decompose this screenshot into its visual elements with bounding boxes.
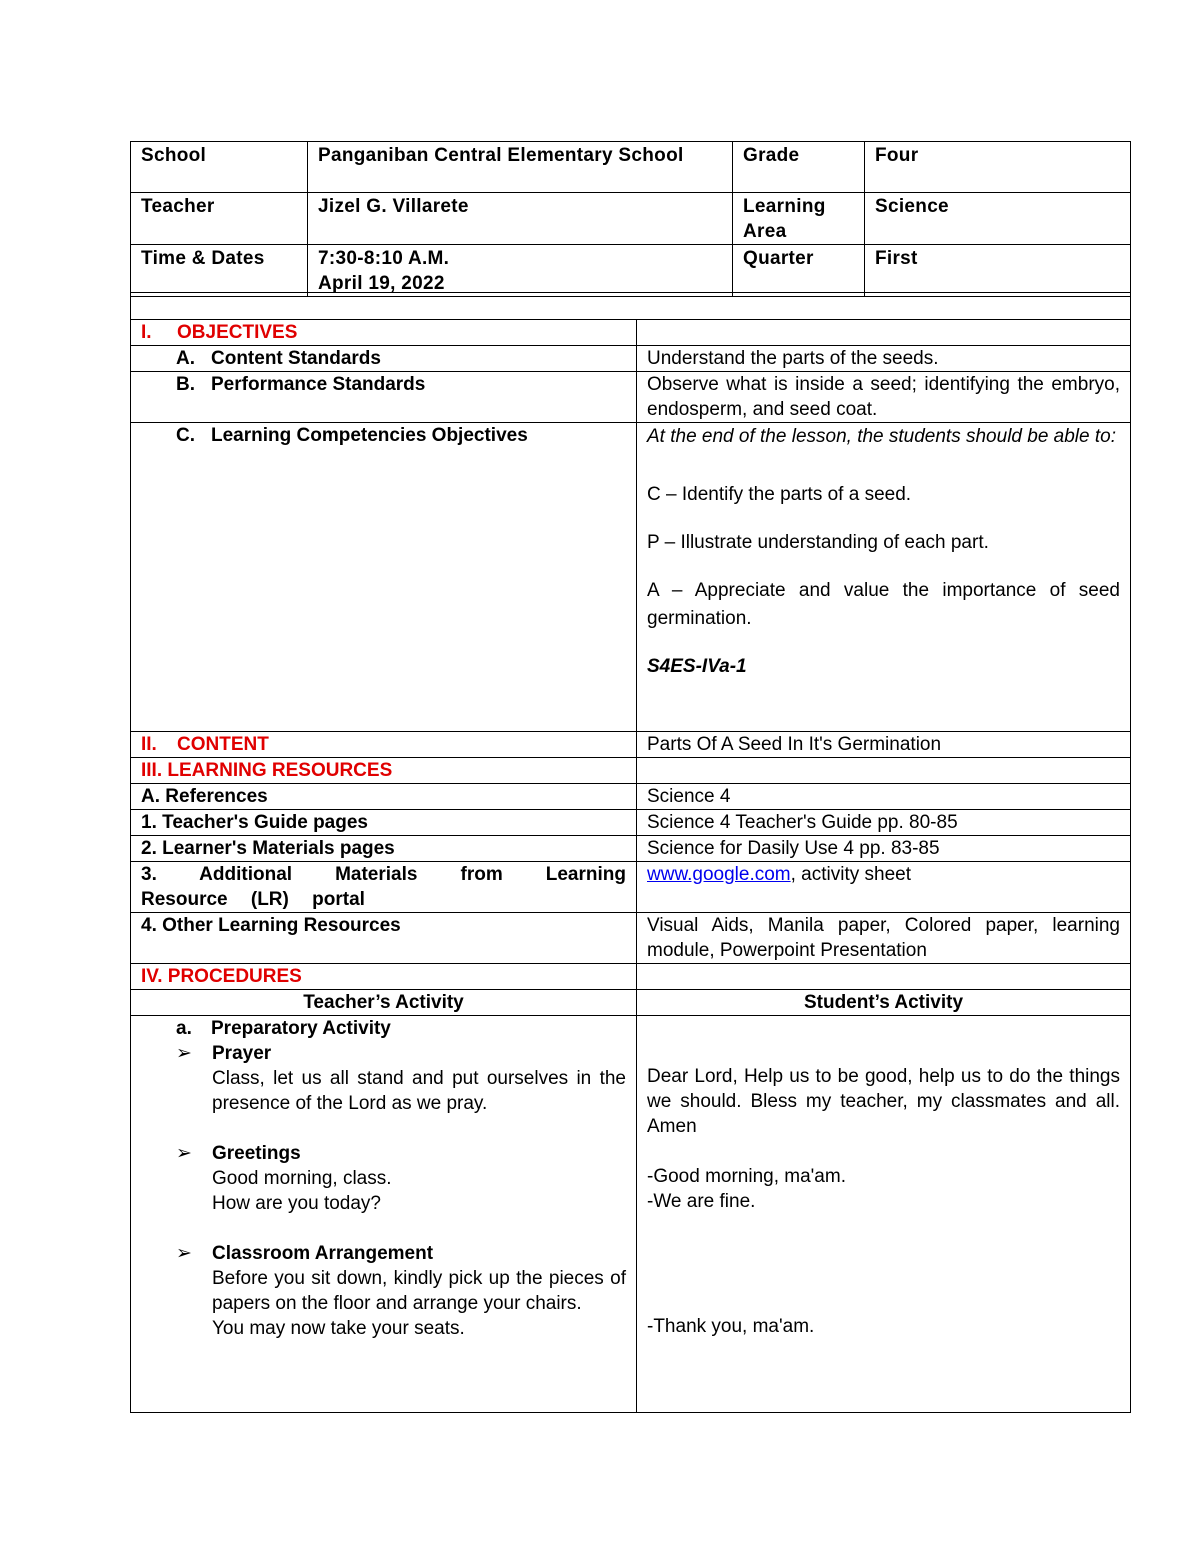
references-value: Science 4 xyxy=(637,784,1131,810)
school-label: School xyxy=(131,142,308,193)
competencies-value xyxy=(637,423,1131,732)
additional-materials-label: 3. Additional Materials from Learning Resource (LR) portal xyxy=(131,862,637,913)
grade-value: Four xyxy=(865,142,1131,193)
student-activity-cell xyxy=(637,1016,1131,1413)
competency-psychomotor: P – Illustrate understanding of each part. xyxy=(647,532,989,553)
prayer-reply: Dear Lord, Help us to be good, help us to do the things we should. Bless my teacher, my classmates and all. Amen xyxy=(647,1066,1120,1137)
prayer-heading xyxy=(176,1041,626,1066)
teachers-guide-value: Science 4 Teacher's Guide pp. 80-85 xyxy=(637,810,1131,836)
resources-heading: III. LEARNING RESOURCES xyxy=(131,758,637,784)
greeting-reply-1: -Good morning, ma'am. xyxy=(647,1166,846,1187)
spacer-row xyxy=(131,293,1131,320)
classroom-arrangement-label: Classroom Arrangement xyxy=(212,1243,434,1264)
content-num: II. xyxy=(141,734,157,755)
additional-materials-value xyxy=(637,862,1131,913)
greeting-reply-2: -We are fine. xyxy=(647,1191,756,1212)
date-value: April 19, 2022 xyxy=(318,273,445,294)
competencies-intro: At the end of the lesson, the students should be able to: xyxy=(647,426,1116,447)
objectives-empty xyxy=(637,320,1131,346)
performance-standards-text: Performance Standards xyxy=(211,374,426,395)
learning-area-label: Learning Area xyxy=(733,193,865,245)
learners-materials-label: 2. Learner's Materials pages xyxy=(131,836,637,862)
content-heading xyxy=(131,732,637,758)
competencies-letter: C. xyxy=(176,425,195,446)
preparatory-letter: a. xyxy=(176,1018,192,1039)
prayer-label: Prayer xyxy=(212,1043,272,1064)
objectives-heading xyxy=(131,320,637,346)
bullet-arrow-icon: ➢ xyxy=(176,1143,192,1164)
resources-empty xyxy=(637,758,1131,784)
teachers-guide-label: 1. Teacher's Guide pages xyxy=(131,810,637,836)
teacher-label: Teacher xyxy=(131,193,308,245)
learning-area-value: Science xyxy=(865,193,1131,245)
content-standards-text: Content Standards xyxy=(211,348,381,369)
procedures-empty xyxy=(637,964,1131,990)
content-standards-value: Understand the parts of the seeds. xyxy=(637,346,1131,372)
competency-cognitive: C – Identify the parts of a seed. xyxy=(647,484,912,505)
header-table xyxy=(130,141,1131,297)
objectives-num: I. xyxy=(141,322,152,343)
quarter-label: Quarter xyxy=(733,245,865,297)
content-standards-letter: A. xyxy=(176,348,195,369)
greeting-line-1: Good morning, class. xyxy=(212,1168,392,1189)
classroom-arrangement-text-2: You may now take your seats. xyxy=(212,1318,465,1339)
teacher-value: Jizel G. Villarete xyxy=(308,193,733,245)
bullet-arrow-icon: ➢ xyxy=(176,1243,192,1264)
greetings-label: Greetings xyxy=(212,1143,301,1164)
classroom-arrangement-reply: -Thank you, ma'am. xyxy=(647,1316,815,1337)
competency-code: S4ES-IVa-1 xyxy=(647,656,747,677)
competencies-label xyxy=(131,423,637,732)
time-value: 7:30-8:10 A.M. xyxy=(318,248,450,269)
prayer-text: Class, let us all stand and put ourselves in the presence of the Lord as we pray. xyxy=(212,1068,626,1114)
other-resources-value: Visual Aids, Manila paper, Colored paper, learning module, Powerpoint Presentation xyxy=(637,913,1131,964)
performance-standards-letter: B. xyxy=(176,374,195,395)
content-title: CONTENT xyxy=(177,734,269,755)
student-activity-header: Student’s Activity xyxy=(637,990,1131,1016)
competency-affective: A – Appreciate and value the importance of seed germination. xyxy=(647,580,1120,629)
preparatory-label: Preparatory Activity xyxy=(211,1018,391,1039)
learners-materials-value: Science for Dasily Use 4 pp. 83-85 xyxy=(637,836,1131,862)
performance-standards-value: Observe what is inside a seed; identifying the embryo, endosperm, and seed coat. xyxy=(637,372,1131,423)
objectives-title: OBJECTIVES xyxy=(177,322,298,343)
grade-label: Grade xyxy=(733,142,865,193)
lesson-table xyxy=(130,292,1131,1413)
classroom-arrangement-heading xyxy=(176,1241,626,1266)
performance-standards-label xyxy=(131,372,637,423)
greetings-heading xyxy=(176,1141,626,1166)
teacher-activity-header: Teacher’s Activity xyxy=(131,990,637,1016)
time-date-cell xyxy=(308,245,733,297)
competencies-text: Learning Competencies Objectives xyxy=(211,425,528,446)
teacher-activity-cell xyxy=(131,1016,637,1413)
greeting-line-2: How are you today? xyxy=(212,1193,381,1214)
procedures-heading: IV. PROCEDURES xyxy=(131,964,637,990)
content-standards-label xyxy=(131,346,637,372)
google-link[interactable]: www.google.com xyxy=(647,864,791,885)
additional-materials-rest: , activity sheet xyxy=(790,864,912,885)
classroom-arrangement-text: Before you sit down, kindly pick up the pieces of papers on the floor and arrange your chairs. xyxy=(212,1268,626,1314)
school-value: Panganiban Central Elementary School xyxy=(308,142,733,193)
references-label: A. References xyxy=(131,784,637,810)
quarter-value: First xyxy=(865,245,1131,297)
time-label: Time & Dates xyxy=(131,245,308,297)
bullet-arrow-icon: ➢ xyxy=(176,1043,192,1064)
preparatory-activity xyxy=(176,1016,626,1041)
content-value: Parts Of A Seed In It's Germination xyxy=(637,732,1131,758)
other-resources-label: 4. Other Learning Resources xyxy=(131,913,637,964)
